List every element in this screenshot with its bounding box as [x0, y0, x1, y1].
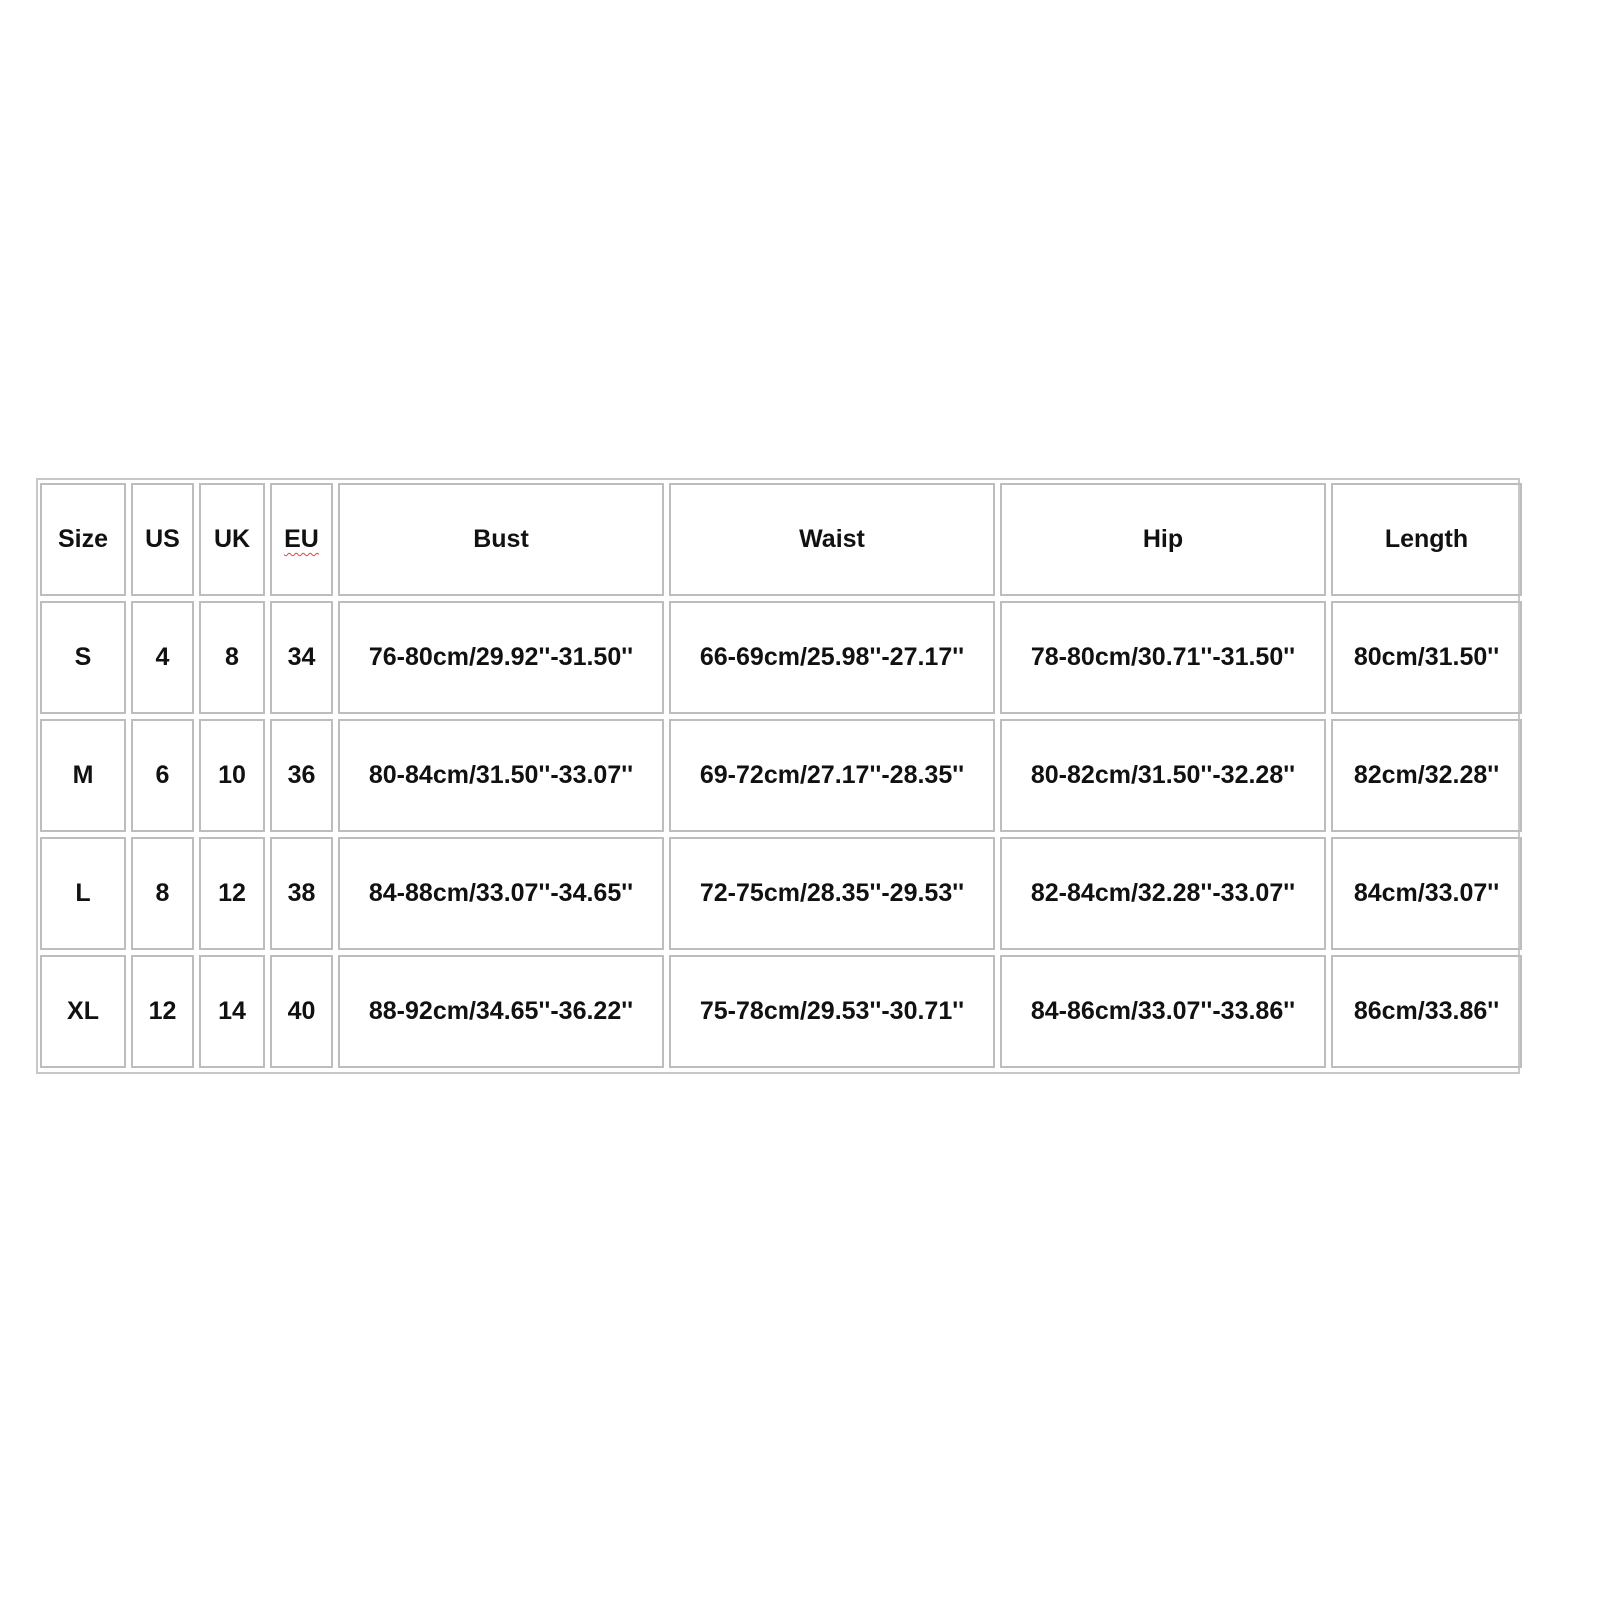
cell-length: 80cm/31.50''	[1331, 601, 1522, 714]
table-row	[40, 955, 1522, 1068]
header-row	[40, 483, 1522, 596]
table-row	[40, 837, 1522, 950]
cell-length: 84cm/33.07''	[1331, 837, 1522, 950]
header-waist: Waist	[669, 483, 995, 596]
cell-bust: 88-92cm/34.65''-36.22''	[338, 955, 664, 1068]
table-row	[40, 719, 1522, 832]
cell-hip: 84-86cm/33.07''-33.86''	[1000, 955, 1326, 1068]
cell-waist: 66-69cm/25.98''-27.17''	[669, 601, 995, 714]
cell-size: M	[40, 719, 126, 832]
cell-eu: 40	[270, 955, 333, 1068]
cell-us: 8	[131, 837, 194, 950]
cell-bust: 76-80cm/29.92''-31.50''	[338, 601, 664, 714]
cell-uk: 8	[199, 601, 265, 714]
cell-bust: 84-88cm/33.07''-34.65''	[338, 837, 664, 950]
cell-waist: 75-78cm/29.53''-30.71''	[669, 955, 995, 1068]
cell-size: XL	[40, 955, 126, 1068]
header-uk: UK	[199, 483, 265, 596]
cell-bust: 80-84cm/31.50''-33.07''	[338, 719, 664, 832]
cell-hip: 80-82cm/31.50''-32.28''	[1000, 719, 1326, 832]
header-length: Length	[1331, 483, 1522, 596]
cell-uk: 12	[199, 837, 265, 950]
header-bust: Bust	[338, 483, 664, 596]
header-us: US	[131, 483, 194, 596]
size-chart	[36, 478, 1520, 1074]
cell-us: 4	[131, 601, 194, 714]
cell-size: L	[40, 837, 126, 950]
cell-eu: 36	[270, 719, 333, 832]
header-eu-label: EU	[284, 525, 319, 553]
cell-eu: 38	[270, 837, 333, 950]
header-eu	[270, 483, 333, 596]
cell-length: 86cm/33.86''	[1331, 955, 1522, 1068]
size-table	[35, 478, 1527, 1073]
cell-us: 6	[131, 719, 194, 832]
header-size: Size	[40, 483, 126, 596]
cell-uk: 14	[199, 955, 265, 1068]
cell-length: 82cm/32.28''	[1331, 719, 1522, 832]
cell-uk: 10	[199, 719, 265, 832]
cell-waist: 69-72cm/27.17''-28.35''	[669, 719, 995, 832]
cell-us: 12	[131, 955, 194, 1068]
cell-hip: 78-80cm/30.71''-31.50''	[1000, 601, 1326, 714]
cell-hip: 82-84cm/32.28''-33.07''	[1000, 837, 1326, 950]
cell-waist: 72-75cm/28.35''-29.53''	[669, 837, 995, 950]
header-hip: Hip	[1000, 483, 1326, 596]
cell-size: S	[40, 601, 126, 714]
cell-eu: 34	[270, 601, 333, 714]
table-row	[40, 601, 1522, 714]
